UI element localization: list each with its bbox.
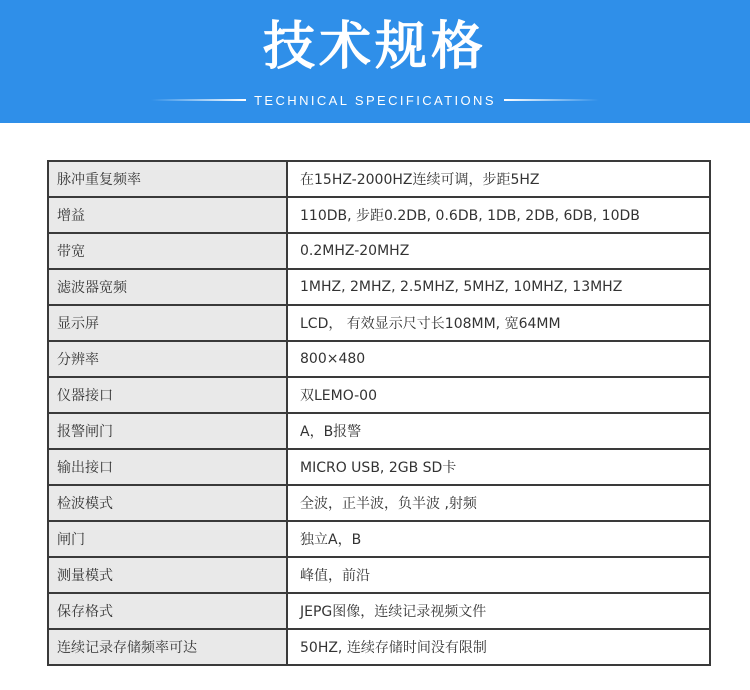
spec-label: 增益 <box>48 197 287 233</box>
page-subtitle: TECHNICAL SPECIFICATIONS <box>254 92 496 108</box>
subtitle-row <box>0 90 750 110</box>
spec-label: 闸门 <box>48 521 287 557</box>
spec-label: 脉冲重复频率 <box>48 161 287 197</box>
spec-label: 滤波器宽频 <box>48 269 287 305</box>
spec-label: 显示屏 <box>48 305 287 341</box>
spec-label: 连续记录存储频率可达 <box>48 629 287 665</box>
table-row <box>48 449 710 485</box>
spec-value: LCD， 有效显示尺寸长108MM, 宽64MM <box>287 305 710 341</box>
spec-value: A，B报警 <box>287 413 710 449</box>
spec-label: 带宽 <box>48 233 287 269</box>
table-row <box>48 485 710 521</box>
table-row <box>48 629 710 665</box>
table-row <box>48 197 710 233</box>
table-row <box>48 521 710 557</box>
spec-label: 分辨率 <box>48 341 287 377</box>
table-row <box>48 305 710 341</box>
spec-label: 仪器接口 <box>48 377 287 413</box>
table-row <box>48 269 710 305</box>
spec-value: MICRO USB, 2GB SD卡 <box>287 449 710 485</box>
spec-value: 全波，正半波，负半波 ,射频 <box>287 485 710 521</box>
spec-label: 保存格式 <box>48 593 287 629</box>
page-title: 技术规格 <box>262 17 487 77</box>
spec-value: 1MHZ, 2MHZ, 2.5MHZ, 5MHZ, 10MHZ, 13MHZ <box>287 269 710 305</box>
spec-value: 110DB, 步距0.2DB, 0.6DB, 1DB, 2DB, 6DB, 10DB <box>287 197 710 233</box>
spec-label: 测量模式 <box>48 557 287 593</box>
table-row <box>48 233 710 269</box>
spec-label: 输出接口 <box>48 449 287 485</box>
table-row <box>48 413 710 449</box>
header-banner <box>0 0 750 123</box>
spec-value: 50HZ, 连续存储时间没有限制 <box>287 629 710 665</box>
table-row <box>48 341 710 377</box>
subtitle-divider-left <box>151 99 246 101</box>
spec-value: JEPG图像，连续记录视频文件 <box>287 593 710 629</box>
spec-table <box>47 160 711 666</box>
table-row <box>48 161 710 197</box>
spec-value: 在15HZ-2000HZ连续可调，步距5HZ <box>287 161 710 197</box>
spec-value: 双LEMO-00 <box>287 377 710 413</box>
spec-label: 检波模式 <box>48 485 287 521</box>
table-row <box>48 557 710 593</box>
table-row <box>48 593 710 629</box>
spec-value: 0.2MHZ-20MHZ <box>287 233 710 269</box>
spec-value: 800×480 <box>287 341 710 377</box>
table-row <box>48 377 710 413</box>
spec-label: 报警闸门 <box>48 413 287 449</box>
spec-value: 峰值，前沿 <box>287 557 710 593</box>
subtitle-divider-right <box>504 99 599 101</box>
spec-value: 独立A，B <box>287 521 710 557</box>
